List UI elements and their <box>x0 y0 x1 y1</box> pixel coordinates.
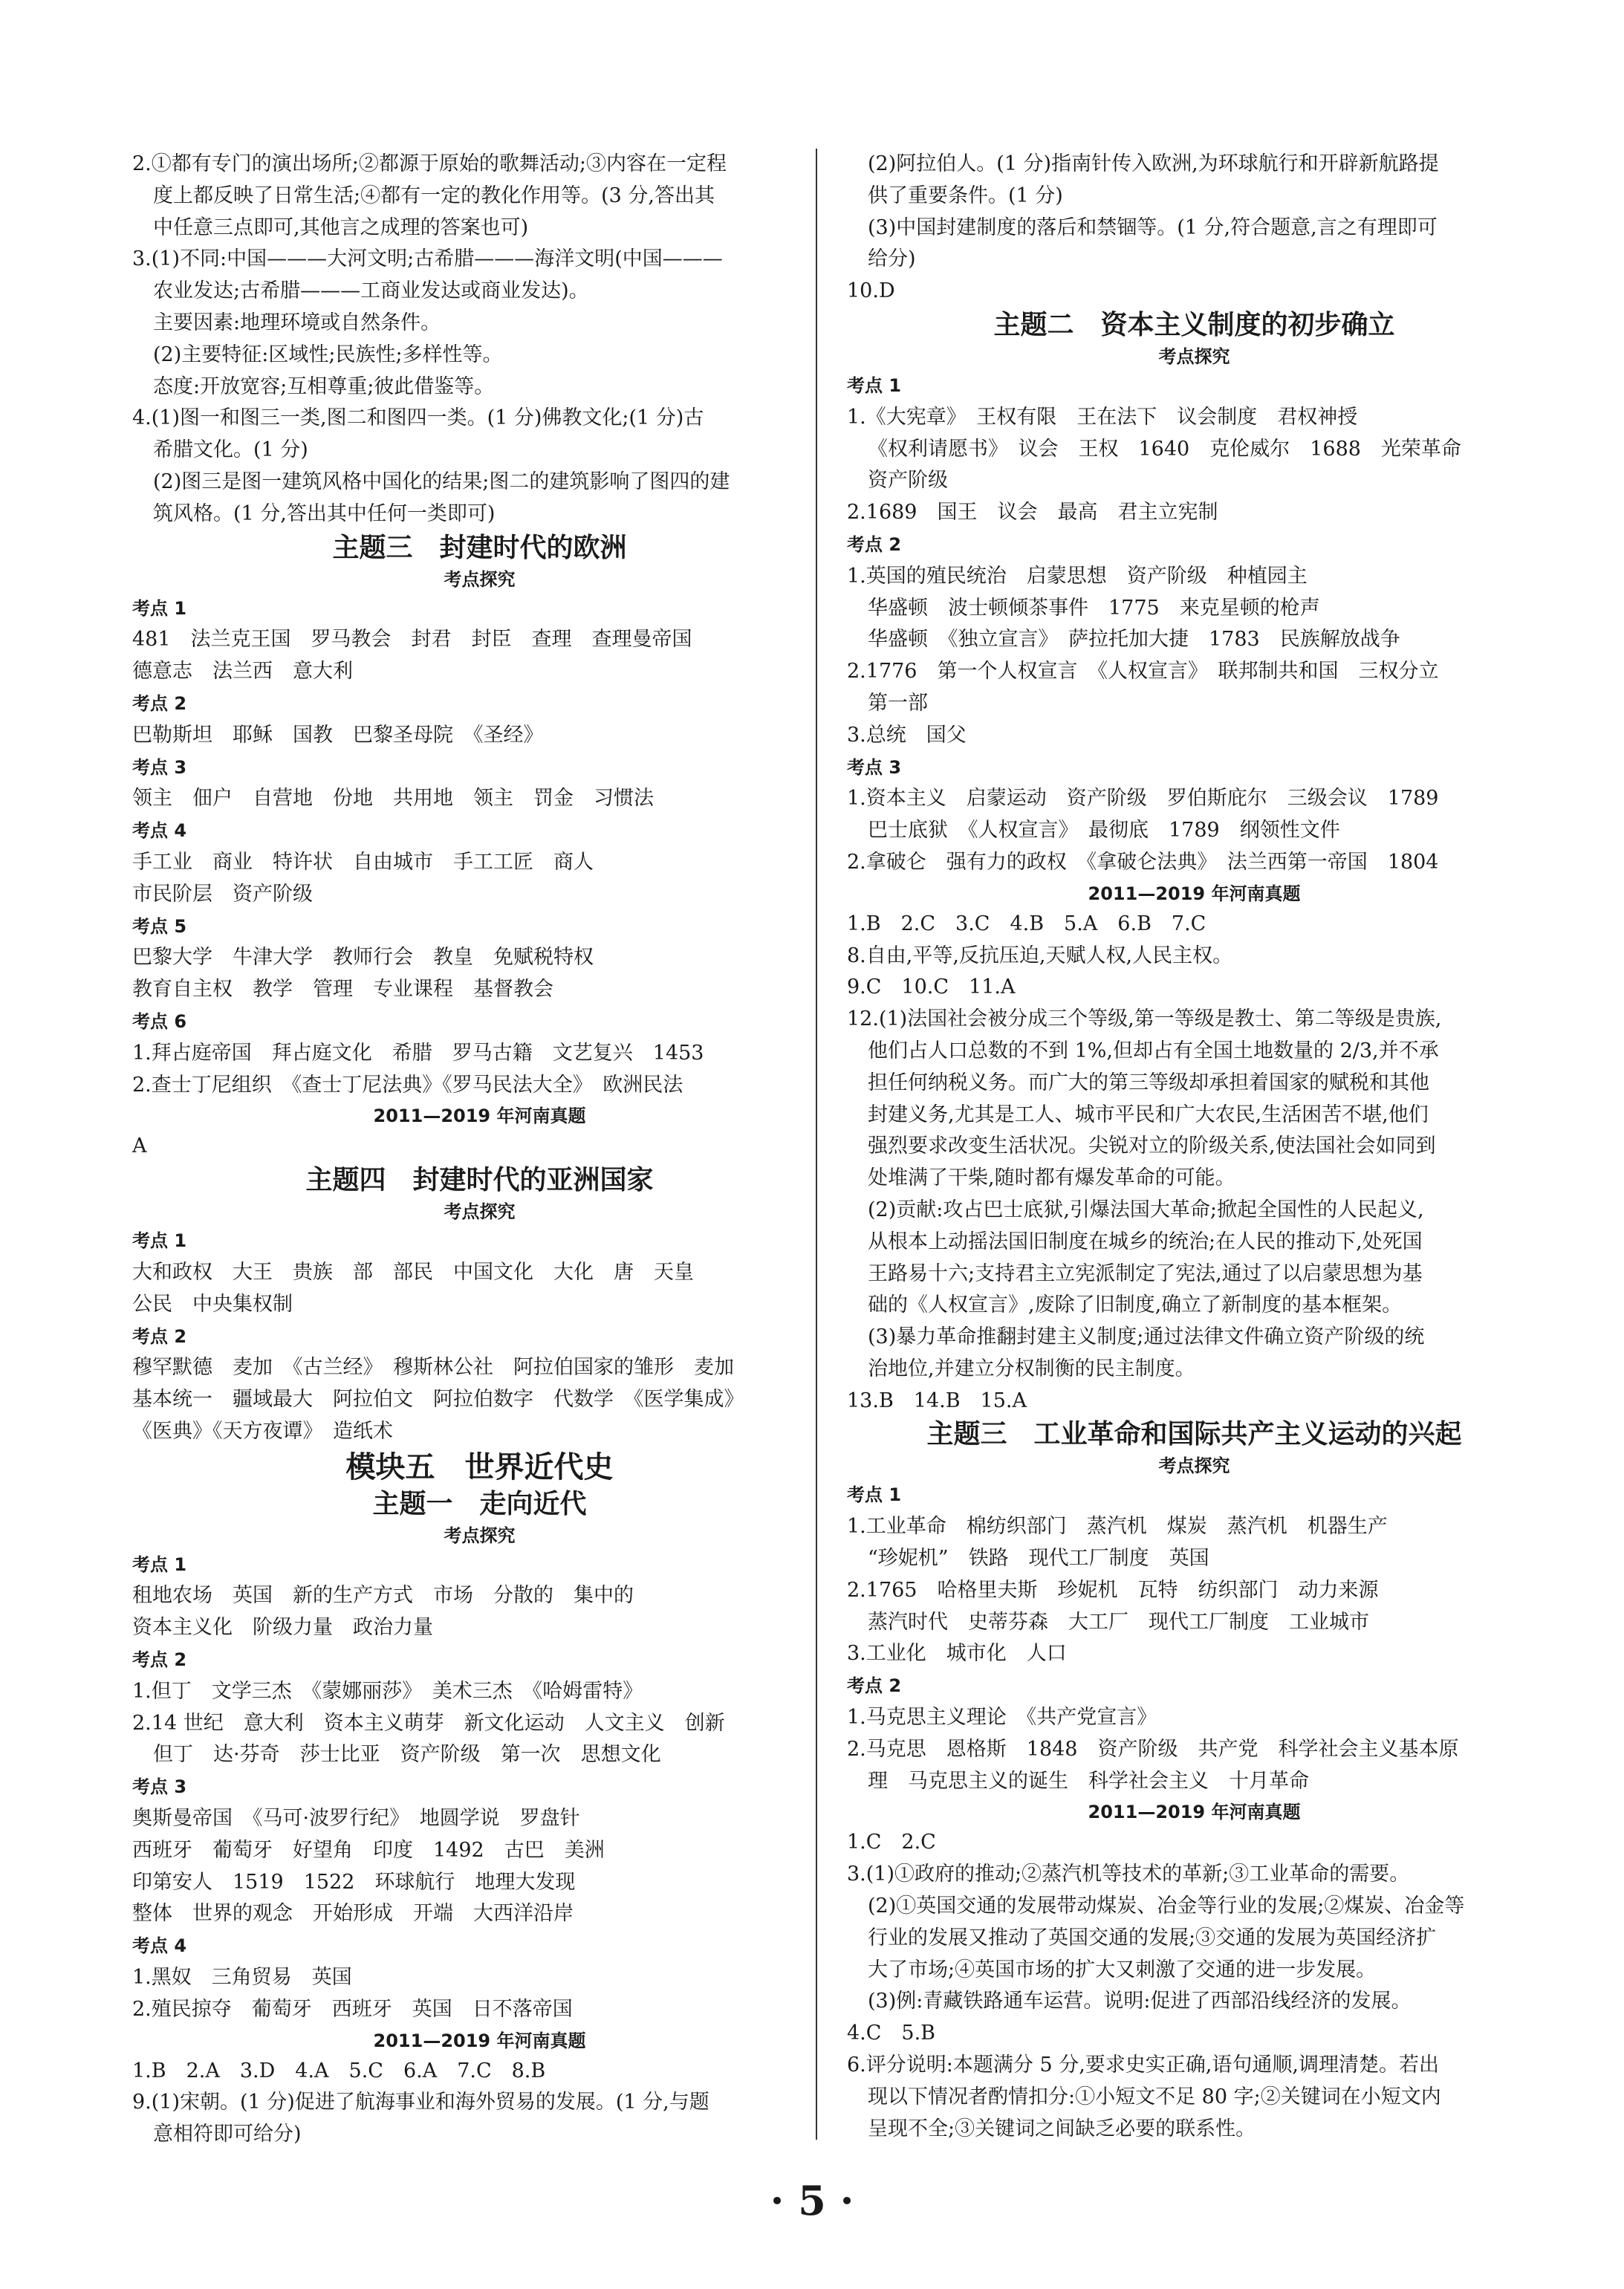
text-line: 1.C 2.C <box>847 1831 936 1854</box>
text-line: 领主 佃户 自营地 份地 共用地 领主 罚金 习惯法 <box>132 787 654 811</box>
subsection-label: 考点探究 <box>1158 1455 1230 1477</box>
exam-point-label: 考点 3 <box>847 756 902 778</box>
text-line: 印第安人 1519 1522 环球航行 地理大发现 <box>132 1870 576 1894</box>
text-line: 4.C 5.B <box>847 2022 936 2045</box>
text-line-indented: 希腊文化。(1 分) <box>153 438 308 462</box>
right-column <box>847 149 1542 2145</box>
text-line: 6.评分说明:本题满分 5 分,要求史实正确,语句通顺,调理清楚。若出 <box>847 2053 1439 2077</box>
exam-point-label: 考点 2 <box>847 533 902 555</box>
text-line-indented: 治地位,并建立分权制衡的民主制度。 <box>868 1357 1195 1380</box>
text-line-indented: 理 马克思主义的诞生 科学社会主义 十月革命 <box>868 1769 1309 1793</box>
exam-point-label: 考点 4 <box>132 820 187 842</box>
text-line: 1.英国的殖民统治 启蒙思想 资产阶级 种植园主 <box>847 564 1308 588</box>
text-line: 穆罕默德 麦加 《古兰经》 穆斯林公社 阿拉伯国家的雏形 麦加 <box>132 1356 734 1380</box>
section-heading: 主题三 工业革命和国际共产主义运动的兴起 <box>926 1419 1462 1450</box>
text-line: 西班牙 葡萄牙 好望角 印度 1492 古巴 美洲 <box>132 1838 605 1862</box>
text-line: 2.1689 国王 议会 最高 君主立宪制 <box>847 501 1218 525</box>
real-exam-label: 2011—2019 年河南真题 <box>1088 883 1301 904</box>
text-line-indented: 度上都反映了日常生活;④都有一定的教化作用等。(3 分,答出其 <box>153 184 715 207</box>
text-line: 1.黑奴 三角贸易 英国 <box>132 1966 352 1990</box>
text-line: 奥斯曼帝国 《马可·波罗行纪》 地圆学说 罗盘针 <box>132 1807 580 1831</box>
text-line-indented: 中任意三点即可,其他言之成理的答案也可) <box>153 215 529 239</box>
text-line-indented: 华盛顿 波士顿倾茶事件 1775 来克星顿的枪声 <box>868 596 1320 620</box>
text-line: 9.C 10.C 11.A <box>847 975 1016 999</box>
section-heading: 主题四 封建时代的亚洲国家 <box>305 1165 654 1196</box>
text-line: 3.总统 国父 <box>847 723 967 747</box>
section-heading: 主题二 资本主义制度的初步确立 <box>993 309 1395 340</box>
page-number: · 5 · <box>770 2177 854 2224</box>
subsection-label: 考点探究 <box>444 1201 516 1223</box>
text-line: 1.《大宪章》 王权有限 王在法下 议会制度 君权神授 <box>847 405 1358 429</box>
text-line: 1.马克思主义理论 《共产党宣言》 <box>847 1706 1157 1730</box>
text-line: 1.但丁 文学三杰 《蒙娜丽莎》 美术三杰 《哈姆雷特》 <box>132 1679 643 1703</box>
text-line-indented: 《权利请愿书》 议会 王权 1640 克伦威尔 1688 光荣革命 <box>868 437 1461 461</box>
text-line-indented: 筑风格。(1 分,答出其中任何一类即可) <box>153 501 496 525</box>
text-line-indented: (2)主要特征:区域性;民族性;多样性等。 <box>153 342 503 366</box>
text-line-indented: 础的《人权宣言》,废除了旧制度,确立了新制度的基本框架。 <box>868 1293 1403 1317</box>
text-line: 市民阶层 资产阶级 <box>132 882 313 906</box>
text-line: 1.B 2.A 3.D 4.A 5.C 6.A 7.C 8.B <box>132 2059 546 2082</box>
text-line-indented: 但丁 达·芬奇 莎士比亚 资产阶级 第一次 思想文化 <box>153 1743 661 1767</box>
text-line: 4.(1)图一和图三一类,图二和图四一类。(1 分)佛教文化;(1 分)古 <box>132 406 704 430</box>
text-line: 资本主义化 阶级力量 政治力量 <box>132 1616 433 1640</box>
text-line: 2.1765 哈格里夫斯 珍妮机 瓦特 纺织部门 动力来源 <box>847 1578 1379 1602</box>
exam-point-label: 考点 4 <box>132 1935 187 1957</box>
text-line: 3.(1)不同:中国———大河文明;古希腊———海洋文明(中国——— <box>132 247 723 271</box>
exam-point-label: 考点 1 <box>847 374 902 396</box>
text-line-indented: 农业发达;古希腊———工商业发达或商业发达)。 <box>153 279 589 303</box>
text-line: 481 法兰克王国 罗马教会 封君 封臣 查理 查理曼帝国 <box>132 628 692 652</box>
text-line: 德意志 法兰西 意大利 <box>132 660 353 684</box>
text-line-indented: 资产阶级 <box>868 469 948 493</box>
text-line-indented: 处堆满了干柴,随时都有爆发革命的可能。 <box>868 1166 1235 1190</box>
text-line: 2.拿破仑 强有力的政权 《拿破仑法典》 法兰西第一帝国 1804 <box>847 850 1439 874</box>
text-line-indented: 给分) <box>868 247 916 271</box>
text-line-indented: 现以下情况者酌情扣分:①小短文不足 80 字;②关键词在小短文内 <box>868 2085 1441 2108</box>
text-line-indented: 他们占人口总数的不到 1%,但却占有全国土地数量的 2/3,并不承 <box>868 1039 1439 1062</box>
real-exam-label: 2011—2019 年河南真题 <box>373 2030 586 2051</box>
text-line: 3.(1)①政府的推动;②蒸汽机等技术的革新;③工业革命的需要。 <box>847 1863 1410 1886</box>
exam-point-label: 考点 1 <box>132 1553 187 1575</box>
text-line-indented: 封建义务,尤其是工人、城市平民和广大农民,生活困苦不堪,他们 <box>868 1103 1429 1126</box>
text-line-indented: (2)贡献:攻占巴士底狱,引爆法国大革命;掀起全国性的人民起义, <box>868 1198 1424 1221</box>
module-heading: 模块五 世界近代史 <box>345 1449 614 1484</box>
exam-point-label: 考点 6 <box>132 1010 187 1032</box>
text-line-indented: 第一部 <box>868 691 928 715</box>
subsection-label: 考点探究 <box>1158 345 1230 367</box>
text-line-indented: 供了重要条件。(1 分) <box>868 184 1063 207</box>
text-line: 9.(1)宋朝。(1 分)促进了航海事业和海外贸易的发展。(1 分,与题 <box>132 2091 709 2114</box>
text-line: 租地农场 英国 新的生产方式 市场 分散的 集中的 <box>132 1584 634 1608</box>
left-column <box>132 149 827 2151</box>
subsection-label: 考点探究 <box>444 568 516 590</box>
text-line: 整体 世界的观念 开始形成 开端 大西洋沿岸 <box>132 1902 574 1926</box>
text-line-indented: 态度:开放宽容;互相尊重;彼此借鉴等。 <box>153 374 495 398</box>
text-line: A <box>132 1134 147 1158</box>
column-divider <box>816 149 817 2140</box>
text-line-indented: 意相符即可给分) <box>153 2123 302 2146</box>
text-line-indented: 华盛顿 《独立宣言》 萨拉托加大捷 1783 民族解放战争 <box>868 628 1400 652</box>
text-line: 教育自主权 教学 管理 专业课程 基督教会 <box>132 978 553 1001</box>
text-line: 8.自由,平等,反抗压迫,天赋人权,人民主权。 <box>847 944 1233 967</box>
exam-point-label: 考点 5 <box>132 915 187 937</box>
exam-point-label: 考点 2 <box>132 1325 187 1347</box>
text-line-indented: 呈现不全;③关键词之间缺乏必要的联系性。 <box>868 2117 1256 2140</box>
exam-point-label: 考点 1 <box>847 1484 902 1506</box>
exam-point-label: 考点 1 <box>132 1230 187 1252</box>
text-line: 巴黎大学 牛津大学 教师行会 教皇 免赋税特权 <box>132 946 594 970</box>
text-line-indented: 蒸汽时代 史蒂芬森 大工厂 现代工厂制度 工业城市 <box>868 1610 1369 1634</box>
text-line-indented: 大了市场;④英国市场的扩大又刺激了交通的进一步发展。 <box>868 1958 1377 1981</box>
exam-point-label: 考点 1 <box>132 597 187 619</box>
text-line-indented: (2)图三是图一建筑风格中国化的结果;图二的建筑影响了图四的建 <box>153 470 730 493</box>
subsection-label: 考点探究 <box>444 1525 516 1546</box>
text-line: 2.①都有专门的演出场所;②都源于原始的歌舞活动;③内容在一定程 <box>132 152 727 175</box>
text-line: 基本统一 疆域最大 阿拉伯文 阿拉伯数字 代数学 《医学集成》 <box>132 1388 744 1412</box>
text-line: 公民 中央集权制 <box>132 1292 293 1316</box>
text-line: 2.14 世纪 意大利 资本主义萌芽 新文化运动 人文主义 创新 <box>132 1711 725 1735</box>
exam-point-label: 考点 3 <box>132 1776 187 1798</box>
real-exam-label: 2011—2019 年河南真题 <box>1088 1802 1301 1823</box>
text-line: 1.B 2.C 3.C 4.B 5.A 6.B 7.C <box>847 912 1206 935</box>
text-line: 巴勒斯坦 耶稣 国教 巴黎圣母院 《圣经》 <box>132 723 544 747</box>
text-line: 手工业 商业 特许状 自由城市 手工工匠 商人 <box>132 850 594 874</box>
text-line-indented: (2)阿拉伯人。(1 分)指南针传入欧洲,为环球航行和开辟新航路提 <box>868 152 1439 175</box>
text-line: 2.1776 第一个人权宣言 《人权宣言》 联邦制共和国 三权分立 <box>847 660 1439 684</box>
exam-point-label: 考点 2 <box>847 1675 902 1697</box>
section-heading: 主题三 封建时代的欧洲 <box>332 532 627 563</box>
text-line-indented: 担任何纳税义务。而广大的第三等级却承担着国家的赋税和其他 <box>868 1071 1429 1094</box>
text-line: 大和政权 大王 贵族 部 部民 中国文化 大化 唐 天皇 <box>132 1260 694 1284</box>
text-line: 1.资本主义 启蒙运动 资产阶级 罗伯斯庇尔 三级会议 1789 <box>847 787 1439 811</box>
exam-point-label: 考点 2 <box>132 692 187 714</box>
text-line: 2.马克思 恩格斯 1848 资产阶级 共产党 科学社会主义基本原 <box>847 1737 1459 1761</box>
text-line-indented: 行业的发展又推动了英国交通的发展;③交通的发展为英国经济扩 <box>868 1926 1437 1949</box>
text-line: 2.殖民掠夺 葡萄牙 西班牙 英国 日不落帝国 <box>132 1997 573 2021</box>
text-line-indented: 巴士底狱 《人权宣言》 最彻底 1789 纲领性文件 <box>868 819 1340 842</box>
text-line-indented: 主要因素:地理环境或自然条件。 <box>153 311 441 334</box>
text-line: 10.D <box>847 279 895 303</box>
exam-point-label: 考点 3 <box>132 756 187 778</box>
text-line: 《医典》《天方夜谭》 造纸术 <box>132 1419 393 1443</box>
text-line-indented: (3)暴力革命推翻封建主义制度;通过法律文件确立资产阶级的统 <box>868 1325 1425 1349</box>
real-exam-label: 2011—2019 年河南真题 <box>373 1105 586 1127</box>
text-line-indented: (3)例:青藏铁路通车运营。说明:促进了西部沿线经济的发展。 <box>868 1990 1412 2013</box>
text-line: 3.工业化 城市化 人口 <box>847 1642 1067 1666</box>
text-line-indented: (3)中国封建制度的落后和禁锢等。(1 分,符合题意,言之有理即可 <box>868 215 1438 239</box>
text-line-indented: 王路易十六;支持君主立宪派制定了宪法,通过了以启蒙思想为基 <box>868 1262 1423 1285</box>
section-heading: 主题一 走向近代 <box>372 1488 587 1519</box>
text-line: 1.工业革命 棉纺织部门 蒸汽机 煤炭 蒸汽机 机器生产 <box>847 1515 1388 1539</box>
text-line-indented: “珍妮机” 铁路 现代工厂制度 英国 <box>868 1547 1209 1571</box>
text-line-indented: 从根本上动摇法国旧制度在城乡的统治;在人民的推动下,处死国 <box>868 1230 1423 1253</box>
text-line-indented: (2)①英国交通的发展带动煤炭、冶金等行业的发展;②煤炭、冶金等 <box>868 1894 1465 1918</box>
text-line: 2.查士丁尼组织 《查士丁尼法典》《罗马民法大全》 欧洲民法 <box>132 1073 683 1097</box>
text-line: 1.拜占庭帝国 拜占庭文化 希腊 罗马古籍 文艺复兴 1453 <box>132 1041 704 1065</box>
text-line: 12.(1)法国社会被分成三个等级,第一等级是教士、第二等级是贵族, <box>847 1007 1442 1031</box>
text-line: 13.B 14.B 15.A <box>847 1389 1027 1412</box>
exam-point-label: 考点 2 <box>132 1649 187 1671</box>
text-line-indented: 强烈要求改变生活状况。尖锐对立的阶级关系,使法国社会如同到 <box>868 1134 1436 1158</box>
